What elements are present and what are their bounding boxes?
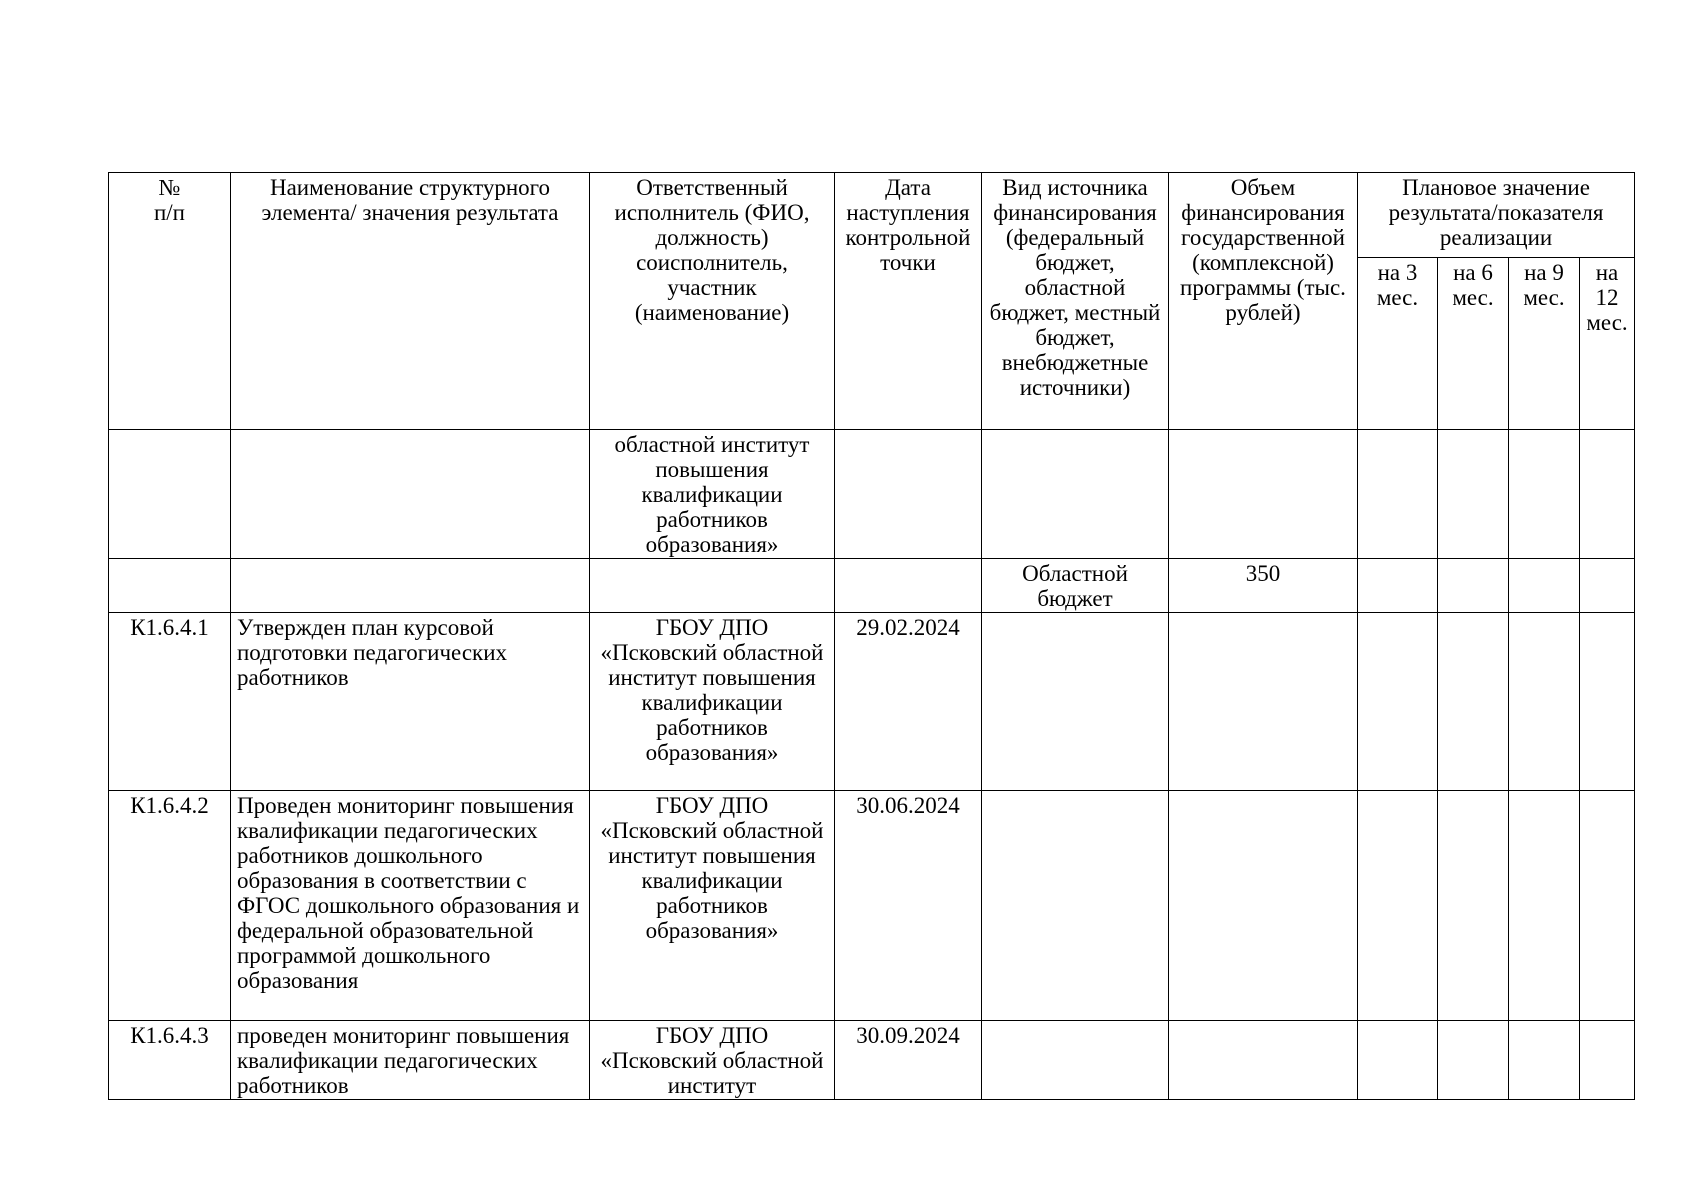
cell-name bbox=[231, 430, 590, 559]
cell-m6 bbox=[1438, 613, 1509, 791]
cell-name: Утвержден план курсовой подготовки педагогических работников bbox=[231, 613, 590, 791]
cell-executor: ГБОУ ДПО «Псковский областной институт повышения квалификации работников образования» bbox=[590, 613, 835, 791]
cell-m3 bbox=[1358, 613, 1438, 791]
cell-source bbox=[982, 791, 1169, 1021]
table-header-row bbox=[109, 173, 1635, 258]
cell-m12 bbox=[1580, 559, 1635, 613]
cell-volume: 350 bbox=[1169, 559, 1358, 613]
header-volume: Объем финансирования государственной (комплексной) программы (тыс. рублей) bbox=[1169, 173, 1358, 430]
cell-m3 bbox=[1358, 559, 1438, 613]
cell-volume bbox=[1169, 430, 1358, 559]
cell-date bbox=[835, 559, 982, 613]
cell-num bbox=[109, 430, 231, 559]
header-source: Вид источника финансирования (федеральный бюджет, областной бюджет, местный бюджет, внебюджетные источники) bbox=[982, 173, 1169, 430]
header-executor: Ответственный исполнитель (ФИО, должность) соисполнитель, участник (наименование) bbox=[590, 173, 835, 430]
header-m3: на 3 мес. bbox=[1358, 258, 1438, 430]
header-num: № п/п bbox=[109, 173, 231, 430]
cell-name bbox=[231, 559, 590, 613]
cell-executor: ГБОУ ДПО «Псковский областной институт bbox=[590, 1021, 835, 1100]
cell-executor: областной институт повышения квалификации работников образования» bbox=[590, 430, 835, 559]
cell-name: Проведен мониторинг повышения квалификации педагогических работников дошкольного образования в соответствии с ФГОС дошкольного образования и федеральной образовательной программой дошкольного образования bbox=[231, 791, 590, 1021]
cell-m3 bbox=[1358, 1021, 1438, 1100]
header-m9: на 9 мес. bbox=[1509, 258, 1580, 430]
cell-m9 bbox=[1509, 613, 1580, 791]
cell-m9 bbox=[1509, 559, 1580, 613]
cell-date: 29.02.2024 bbox=[835, 613, 982, 791]
cell-date bbox=[835, 430, 982, 559]
cell-m6 bbox=[1438, 430, 1509, 559]
table-row bbox=[109, 791, 1635, 1021]
cell-volume bbox=[1169, 791, 1358, 1021]
table-row bbox=[109, 430, 1635, 559]
cell-m12 bbox=[1580, 791, 1635, 1021]
cell-date: 30.09.2024 bbox=[835, 1021, 982, 1100]
plan-table bbox=[108, 172, 1635, 1100]
cell-source bbox=[982, 430, 1169, 559]
cell-m12 bbox=[1580, 430, 1635, 559]
cell-m3 bbox=[1358, 430, 1438, 559]
cell-source bbox=[982, 1021, 1169, 1100]
cell-volume bbox=[1169, 1021, 1358, 1100]
cell-num bbox=[109, 559, 231, 613]
cell-name: проведен мониторинг повышения квалификации педагогических работников bbox=[231, 1021, 590, 1100]
header-m12: на 12 мес. bbox=[1580, 258, 1635, 430]
cell-m12 bbox=[1580, 613, 1635, 791]
cell-volume bbox=[1169, 613, 1358, 791]
cell-m6 bbox=[1438, 1021, 1509, 1100]
cell-m6 bbox=[1438, 791, 1509, 1021]
table-row bbox=[109, 613, 1635, 791]
header-m6: на 6 мес. bbox=[1438, 258, 1509, 430]
cell-m3 bbox=[1358, 791, 1438, 1021]
cell-m12 bbox=[1580, 1021, 1635, 1100]
cell-m9 bbox=[1509, 791, 1580, 1021]
header-name: Наименование структурного элемента/ значения результата bbox=[231, 173, 590, 430]
cell-num: К1.6.4.1 bbox=[109, 613, 231, 791]
table-row bbox=[109, 1021, 1635, 1100]
cell-date: 30.06.2024 bbox=[835, 791, 982, 1021]
cell-m9 bbox=[1509, 430, 1580, 559]
cell-source: Областной бюджет bbox=[982, 559, 1169, 613]
cell-m6 bbox=[1438, 559, 1509, 613]
cell-executor bbox=[590, 559, 835, 613]
cell-num: К1.6.4.2 bbox=[109, 791, 231, 1021]
header-planned: Плановое значение результата/показателя реализации bbox=[1358, 173, 1635, 258]
cell-source bbox=[982, 613, 1169, 791]
table-row bbox=[109, 559, 1635, 613]
header-date: Дата наступления контрольной точки bbox=[835, 173, 982, 430]
cell-m9 bbox=[1509, 1021, 1580, 1100]
cell-num: К1.6.4.3 bbox=[109, 1021, 231, 1100]
cell-executor: ГБОУ ДПО «Псковский областной институт повышения квалификации работников образования» bbox=[590, 791, 835, 1021]
